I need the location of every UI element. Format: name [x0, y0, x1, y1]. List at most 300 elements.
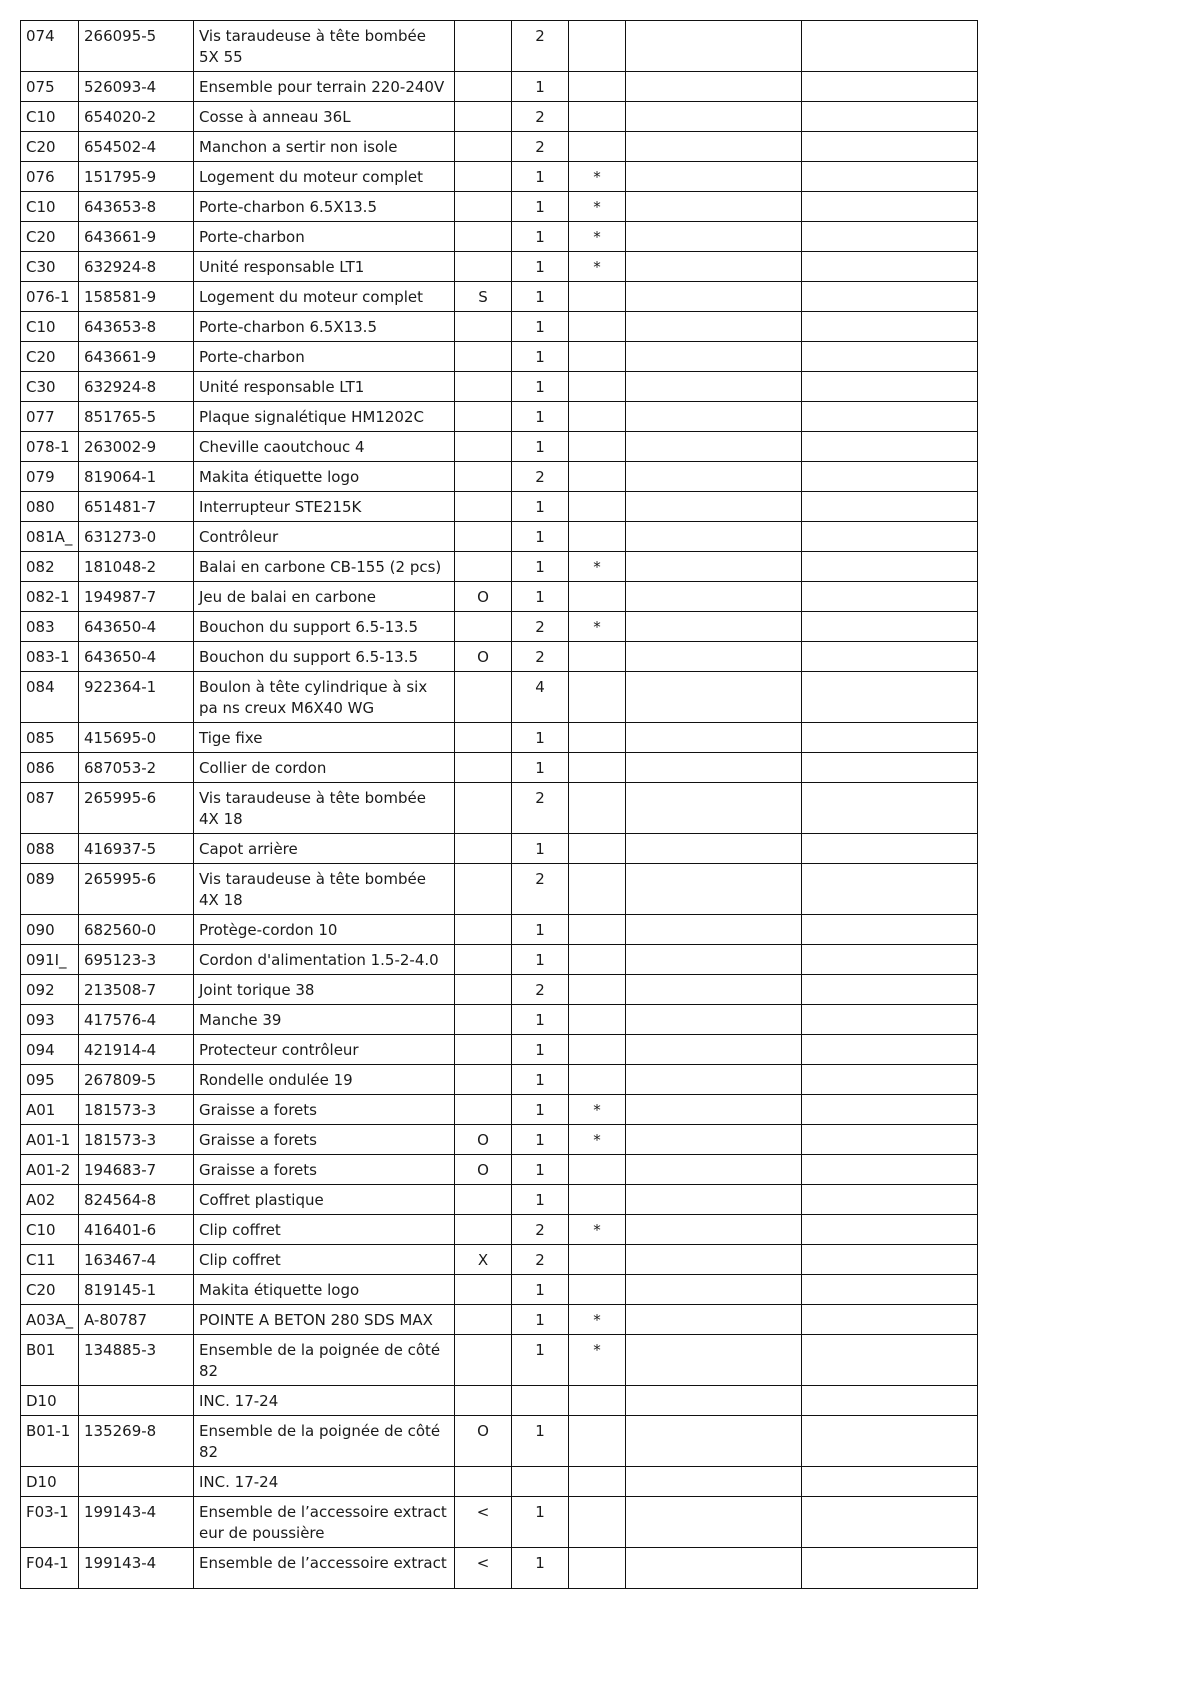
empty-cell	[802, 1065, 978, 1095]
item-number-cell: A01-2	[21, 1155, 79, 1185]
quantity-cell: 1	[512, 1185, 569, 1215]
part-number-cell: 266095-5	[79, 21, 194, 72]
empty-cell	[626, 1035, 802, 1065]
description-cell: Ensemble de la poignée de côté 82	[194, 1416, 455, 1467]
item-number-cell: A01-1	[21, 1125, 79, 1155]
asterisk-cell	[569, 1005, 626, 1035]
part-number-cell: 265995-6	[79, 864, 194, 915]
asterisk-cell	[569, 72, 626, 102]
description-cell: Ensemble de l’accessoire extract	[194, 1548, 455, 1589]
quantity-cell: 1	[512, 582, 569, 612]
quantity-cell: 2	[512, 462, 569, 492]
part-number-cell: 851765-5	[79, 402, 194, 432]
table-row	[21, 1386, 978, 1416]
empty-cell	[802, 132, 978, 162]
part-number-cell: 922364-1	[79, 672, 194, 723]
empty-cell	[626, 462, 802, 492]
table-row	[21, 612, 978, 642]
table-row	[21, 192, 978, 222]
marker-cell	[455, 492, 512, 522]
description-cell: Protecteur contrôleur	[194, 1035, 455, 1065]
item-number-cell: A02	[21, 1185, 79, 1215]
empty-cell	[626, 783, 802, 834]
quantity-cell: 1	[512, 552, 569, 582]
quantity-cell: 1	[512, 432, 569, 462]
description-cell: Unité responsable LT1	[194, 372, 455, 402]
item-number-cell: 081A_	[21, 522, 79, 552]
empty-cell	[626, 1245, 802, 1275]
asterisk-cell	[569, 834, 626, 864]
description-cell: Graisse a forets	[194, 1125, 455, 1155]
description-cell: POINTE A BETON 280 SDS MAX	[194, 1305, 455, 1335]
asterisk-cell: *	[569, 552, 626, 582]
part-number-cell: 181573-3	[79, 1095, 194, 1125]
description-cell: Ensemble pour terrain 220-240V	[194, 72, 455, 102]
marker-cell: O	[455, 1155, 512, 1185]
item-number-cell: 095	[21, 1065, 79, 1095]
empty-cell	[626, 1125, 802, 1155]
item-number-cell: C20	[21, 132, 79, 162]
quantity-cell: 2	[512, 132, 569, 162]
description-cell: Jeu de balai en carbone	[194, 582, 455, 612]
description-cell: Unité responsable LT1	[194, 252, 455, 282]
empty-cell	[802, 753, 978, 783]
marker-cell	[455, 222, 512, 252]
item-number-cell: 087	[21, 783, 79, 834]
asterisk-cell	[569, 1065, 626, 1095]
quantity-cell: 1	[512, 915, 569, 945]
empty-cell	[802, 312, 978, 342]
part-number-cell: 819145-1	[79, 1275, 194, 1305]
table-row	[21, 1497, 978, 1548]
asterisk-cell	[569, 132, 626, 162]
marker-cell	[455, 552, 512, 582]
empty-cell	[626, 432, 802, 462]
marker-cell	[455, 1005, 512, 1035]
empty-cell	[802, 372, 978, 402]
empty-cell	[802, 783, 978, 834]
empty-cell	[626, 222, 802, 252]
part-number-cell: 416937-5	[79, 834, 194, 864]
empty-cell	[802, 492, 978, 522]
table-row	[21, 1215, 978, 1245]
item-number-cell: 082-1	[21, 582, 79, 612]
empty-cell	[626, 1215, 802, 1245]
empty-cell	[626, 1185, 802, 1215]
quantity-cell: 2	[512, 975, 569, 1005]
empty-cell	[802, 432, 978, 462]
asterisk-cell	[569, 402, 626, 432]
table-row	[21, 432, 978, 462]
asterisk-cell	[569, 723, 626, 753]
table-row	[21, 342, 978, 372]
item-number-cell: B01	[21, 1335, 79, 1386]
marker-cell: O	[455, 582, 512, 612]
item-number-cell: 084	[21, 672, 79, 723]
quantity-cell: 2	[512, 783, 569, 834]
empty-cell	[802, 1035, 978, 1065]
empty-cell	[802, 342, 978, 372]
asterisk-cell	[569, 1275, 626, 1305]
empty-cell	[626, 132, 802, 162]
description-cell: Interrupteur STE215K	[194, 492, 455, 522]
empty-cell	[626, 102, 802, 132]
quantity-cell: 1	[512, 1548, 569, 1589]
empty-cell	[802, 834, 978, 864]
marker-cell	[455, 975, 512, 1005]
asterisk-cell	[569, 642, 626, 672]
marker-cell	[455, 1035, 512, 1065]
empty-cell	[802, 1005, 978, 1035]
marker-cell	[455, 432, 512, 462]
table-row	[21, 312, 978, 342]
quantity-cell: 1	[512, 1125, 569, 1155]
empty-cell	[802, 282, 978, 312]
marker-cell: <	[455, 1497, 512, 1548]
empty-cell	[802, 1497, 978, 1548]
table-row	[21, 1095, 978, 1125]
quantity-cell	[512, 1467, 569, 1497]
item-number-cell: C11	[21, 1245, 79, 1275]
marker-cell	[455, 612, 512, 642]
part-number-cell: 265995-6	[79, 783, 194, 834]
asterisk-cell	[569, 783, 626, 834]
empty-cell	[626, 1467, 802, 1497]
marker-cell	[455, 1305, 512, 1335]
asterisk-cell: *	[569, 222, 626, 252]
description-cell: Clip coffret	[194, 1245, 455, 1275]
table-row	[21, 1155, 978, 1185]
description-cell: Makita étiquette logo	[194, 462, 455, 492]
asterisk-cell	[569, 1185, 626, 1215]
asterisk-cell	[569, 102, 626, 132]
description-cell: Vis taraudeuse à tête bombée 4X 18	[194, 783, 455, 834]
part-number-cell: 654020-2	[79, 102, 194, 132]
empty-cell	[802, 975, 978, 1005]
table-row	[21, 1305, 978, 1335]
item-number-cell: 094	[21, 1035, 79, 1065]
table-row	[21, 864, 978, 915]
item-number-cell: C30	[21, 372, 79, 402]
quantity-cell: 1	[512, 192, 569, 222]
part-number-cell: 263002-9	[79, 432, 194, 462]
quantity-cell: 1	[512, 162, 569, 192]
empty-cell	[802, 21, 978, 72]
part-number-cell: 643661-9	[79, 222, 194, 252]
table-row	[21, 72, 978, 102]
part-number-cell: 687053-2	[79, 753, 194, 783]
description-cell: Clip coffret	[194, 1215, 455, 1245]
description-cell: Vis taraudeuse à tête bombée 5X 55	[194, 21, 455, 72]
empty-cell	[802, 582, 978, 612]
part-number-cell: 643653-8	[79, 192, 194, 222]
part-number-cell: 651481-7	[79, 492, 194, 522]
part-number-cell	[79, 1386, 194, 1416]
part-number-cell: 199143-4	[79, 1548, 194, 1589]
table-row	[21, 282, 978, 312]
item-number-cell: C10	[21, 192, 79, 222]
marker-cell	[455, 945, 512, 975]
table-row	[21, 21, 978, 72]
item-number-cell: F03-1	[21, 1497, 79, 1548]
empty-cell	[802, 162, 978, 192]
description-cell: Cordon d'alimentation 1.5-2-4.0	[194, 945, 455, 975]
part-number-cell: 643661-9	[79, 342, 194, 372]
table-row	[21, 945, 978, 975]
empty-cell	[802, 72, 978, 102]
part-number-cell: 181048-2	[79, 552, 194, 582]
part-number-cell: 695123-3	[79, 945, 194, 975]
quantity-cell: 1	[512, 1497, 569, 1548]
part-number-cell: 181573-3	[79, 1125, 194, 1155]
part-number-cell: 819064-1	[79, 462, 194, 492]
table-row	[21, 552, 978, 582]
quantity-cell: 1	[512, 753, 569, 783]
marker-cell	[455, 1467, 512, 1497]
table-row	[21, 1416, 978, 1467]
empty-cell	[626, 372, 802, 402]
item-number-cell: C10	[21, 102, 79, 132]
asterisk-cell	[569, 1416, 626, 1467]
marker-cell	[455, 834, 512, 864]
part-number-cell: 267809-5	[79, 1065, 194, 1095]
part-number-cell: 194987-7	[79, 582, 194, 612]
table-row	[21, 462, 978, 492]
quantity-cell: 4	[512, 672, 569, 723]
marker-cell	[455, 864, 512, 915]
item-number-cell: A01	[21, 1095, 79, 1125]
item-number-cell: C10	[21, 312, 79, 342]
part-number-cell	[79, 1467, 194, 1497]
empty-cell	[626, 723, 802, 753]
part-number-cell: 151795-9	[79, 162, 194, 192]
asterisk-cell	[569, 1386, 626, 1416]
part-number-cell: 421914-4	[79, 1035, 194, 1065]
description-cell: Capot arrière	[194, 834, 455, 864]
part-number-cell: 643650-4	[79, 612, 194, 642]
description-cell: Porte-charbon 6.5X13.5	[194, 312, 455, 342]
item-number-cell: 083-1	[21, 642, 79, 672]
parts-table	[20, 20, 978, 1589]
part-number-cell: 199143-4	[79, 1497, 194, 1548]
item-number-cell: C20	[21, 1275, 79, 1305]
quantity-cell: 2	[512, 642, 569, 672]
asterisk-cell	[569, 492, 626, 522]
part-number-cell: 824564-8	[79, 1185, 194, 1215]
asterisk-cell: *	[569, 1125, 626, 1155]
quantity-cell: 1	[512, 1065, 569, 1095]
marker-cell	[455, 312, 512, 342]
description-cell: Graisse a forets	[194, 1155, 455, 1185]
empty-cell	[802, 1245, 978, 1275]
part-number-cell: 213508-7	[79, 975, 194, 1005]
marker-cell: O	[455, 1125, 512, 1155]
parts-table-body	[21, 21, 978, 1589]
item-number-cell: C10	[21, 1215, 79, 1245]
asterisk-cell	[569, 522, 626, 552]
empty-cell	[626, 492, 802, 522]
part-number-cell: 417576-4	[79, 1005, 194, 1035]
quantity-cell: 1	[512, 252, 569, 282]
empty-cell	[802, 642, 978, 672]
empty-cell	[626, 753, 802, 783]
empty-cell	[626, 252, 802, 282]
table-row	[21, 975, 978, 1005]
table-row	[21, 102, 978, 132]
marker-cell	[455, 783, 512, 834]
quantity-cell: 1	[512, 1155, 569, 1185]
marker-cell	[455, 252, 512, 282]
quantity-cell: 2	[512, 1215, 569, 1245]
quantity-cell: 1	[512, 723, 569, 753]
part-number-cell: 643650-4	[79, 642, 194, 672]
description-cell: Cosse à anneau 36L	[194, 102, 455, 132]
quantity-cell: 2	[512, 102, 569, 132]
description-cell: Manchon a sertir non isole	[194, 132, 455, 162]
table-row	[21, 1467, 978, 1497]
item-number-cell: C30	[21, 252, 79, 282]
empty-cell	[802, 1185, 978, 1215]
empty-cell	[802, 915, 978, 945]
marker-cell	[455, 162, 512, 192]
asterisk-cell: *	[569, 1335, 626, 1386]
asterisk-cell	[569, 342, 626, 372]
asterisk-cell	[569, 975, 626, 1005]
description-cell: Porte-charbon	[194, 342, 455, 372]
empty-cell	[626, 1065, 802, 1095]
quantity-cell: 2	[512, 21, 569, 72]
part-number-cell: 163467-4	[79, 1245, 194, 1275]
table-row	[21, 1125, 978, 1155]
empty-cell	[802, 1467, 978, 1497]
quantity-cell: 1	[512, 1305, 569, 1335]
empty-cell	[626, 312, 802, 342]
part-number-cell: 158581-9	[79, 282, 194, 312]
asterisk-cell	[569, 915, 626, 945]
empty-cell	[626, 21, 802, 72]
quantity-cell: 1	[512, 312, 569, 342]
item-number-cell: 078-1	[21, 432, 79, 462]
table-row	[21, 723, 978, 753]
item-number-cell: 076	[21, 162, 79, 192]
item-number-cell: 088	[21, 834, 79, 864]
description-cell: Manche 39	[194, 1005, 455, 1035]
empty-cell	[802, 462, 978, 492]
marker-cell: O	[455, 1416, 512, 1467]
description-cell: Bouchon du support 6.5-13.5	[194, 642, 455, 672]
empty-cell	[626, 945, 802, 975]
table-row	[21, 915, 978, 945]
quantity-cell: 1	[512, 402, 569, 432]
description-cell: Tige fixe	[194, 723, 455, 753]
description-cell: Porte-charbon 6.5X13.5	[194, 192, 455, 222]
marker-cell	[455, 753, 512, 783]
empty-cell	[802, 1215, 978, 1245]
quantity-cell	[512, 1386, 569, 1416]
part-number-cell: 135269-8	[79, 1416, 194, 1467]
part-number-cell: 632924-8	[79, 252, 194, 282]
description-cell: Logement du moteur complet	[194, 162, 455, 192]
asterisk-cell	[569, 372, 626, 402]
item-number-cell: 080	[21, 492, 79, 522]
item-number-cell: 092	[21, 975, 79, 1005]
marker-cell: X	[455, 1245, 512, 1275]
item-number-cell: 074	[21, 21, 79, 72]
asterisk-cell: *	[569, 1305, 626, 1335]
asterisk-cell	[569, 582, 626, 612]
part-number-cell: 134885-3	[79, 1335, 194, 1386]
empty-cell	[626, 1305, 802, 1335]
marker-cell	[455, 72, 512, 102]
item-number-cell: D10	[21, 1386, 79, 1416]
empty-cell	[626, 642, 802, 672]
asterisk-cell: *	[569, 1215, 626, 1245]
empty-cell	[802, 1125, 978, 1155]
quantity-cell: 1	[512, 222, 569, 252]
marker-cell	[455, 1275, 512, 1305]
quantity-cell: 1	[512, 492, 569, 522]
asterisk-cell	[569, 1035, 626, 1065]
empty-cell	[626, 975, 802, 1005]
description-cell: Porte-charbon	[194, 222, 455, 252]
part-number-cell: 415695-0	[79, 723, 194, 753]
description-cell: INC. 17-24	[194, 1467, 455, 1497]
description-cell: Cheville caoutchouc 4	[194, 432, 455, 462]
description-cell: Vis taraudeuse à tête bombée 4X 18	[194, 864, 455, 915]
description-cell: Ensemble de la poignée de côté 82	[194, 1335, 455, 1386]
part-number-cell: 682560-0	[79, 915, 194, 945]
part-number-cell: 526093-4	[79, 72, 194, 102]
table-row	[21, 753, 978, 783]
quantity-cell: 1	[512, 1035, 569, 1065]
empty-cell	[626, 1005, 802, 1035]
quantity-cell: 1	[512, 1335, 569, 1386]
asterisk-cell	[569, 672, 626, 723]
empty-cell	[802, 1548, 978, 1589]
asterisk-cell	[569, 945, 626, 975]
empty-cell	[802, 672, 978, 723]
part-number-cell: 194683-7	[79, 1155, 194, 1185]
empty-cell	[626, 402, 802, 432]
asterisk-cell: *	[569, 612, 626, 642]
item-number-cell: 075	[21, 72, 79, 102]
empty-cell	[802, 945, 978, 975]
empty-cell	[802, 402, 978, 432]
marker-cell	[455, 462, 512, 492]
description-cell: Rondelle ondulée 19	[194, 1065, 455, 1095]
table-row	[21, 1005, 978, 1035]
description-cell: INC. 17-24	[194, 1386, 455, 1416]
marker-cell	[455, 372, 512, 402]
marker-cell	[455, 1335, 512, 1386]
empty-cell	[626, 1386, 802, 1416]
quantity-cell: 2	[512, 864, 569, 915]
empty-cell	[802, 1095, 978, 1125]
description-cell: Ensemble de l’accessoire extract eur de poussière	[194, 1497, 455, 1548]
empty-cell	[626, 1335, 802, 1386]
empty-cell	[626, 1155, 802, 1185]
asterisk-cell	[569, 1497, 626, 1548]
part-number-cell: 416401-6	[79, 1215, 194, 1245]
description-cell: Boulon à tête cylindrique à six pa ns creux M6X40 WG	[194, 672, 455, 723]
quantity-cell: 2	[512, 1245, 569, 1275]
empty-cell	[626, 282, 802, 312]
empty-cell	[626, 192, 802, 222]
table-row	[21, 222, 978, 252]
asterisk-cell: *	[569, 1095, 626, 1125]
table-row	[21, 672, 978, 723]
empty-cell	[626, 1497, 802, 1548]
